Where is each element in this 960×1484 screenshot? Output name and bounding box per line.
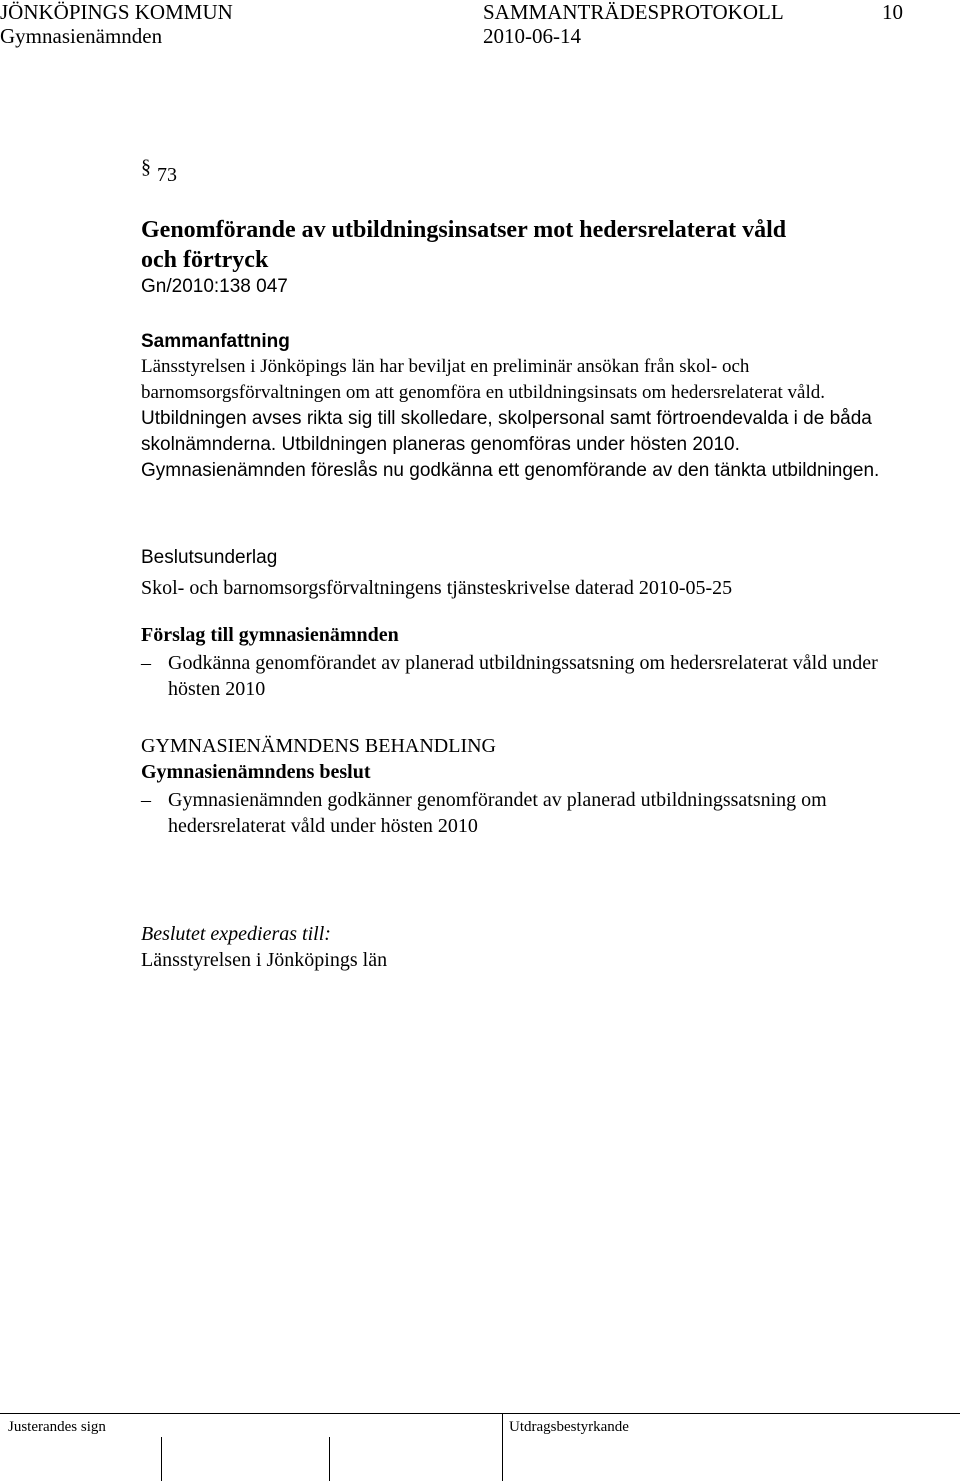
footer-utdragsbestyrkande: Utdragsbestyrkande	[509, 1419, 629, 1435]
decision-heading: Gymnasienämndens beslut	[141, 761, 371, 783]
section-number: § 73	[141, 156, 177, 186]
bullet-dash: –	[141, 789, 151, 811]
reference-number: Gn/2010:138 047	[141, 276, 288, 297]
decision-item: – Gymnasienämnden godkänner genomförandet av planerad utbildningssatsning om hedersrelaterat våld under hösten 2010	[141, 789, 827, 837]
summary-heading: Sammanfattning	[141, 331, 290, 352]
footer-justerandes-sign: Justerandes sign	[8, 1419, 106, 1435]
header-date: 2010-06-14	[483, 24, 581, 48]
basis-text: Skol- och barnomsorgsförvaltningens tjänsteskrivelse daterad 2010-05-25	[141, 577, 733, 599]
proposal-heading: Förslag till gymnasienämnden	[141, 624, 399, 646]
basis-heading: Beslutsunderlag	[141, 547, 278, 568]
header-org: JÖNKÖPINGS KOMMUN	[0, 0, 233, 24]
page-number: 10	[882, 0, 903, 24]
distribution-heading: Beslutet expedieras till:	[141, 923, 331, 945]
paragraph-symbol: §	[141, 156, 151, 178]
proposal-item: – Godkänna genomförandet av planerad utbildningssatsning om hedersrelaterat våld under hösten 2010	[141, 652, 878, 700]
footer-divider	[0, 1413, 960, 1414]
treatment-heading: GYMNASIENÄMNDENS BEHANDLING	[141, 735, 496, 757]
distribution-recipient: Länsstyrelsen i Jönköpings län	[141, 949, 388, 971]
footer-column-divider	[502, 1413, 503, 1481]
header-doctype: SAMMANTRÄDESPROTOKOLL	[483, 0, 784, 24]
signature-box-divider	[161, 1437, 162, 1481]
signature-box-divider	[329, 1437, 330, 1481]
header-dept: Gymnasienämnden	[0, 24, 163, 48]
page-title: Genomförande av utbildningsinsatser mot hedersrelaterat våld och förtryck	[141, 217, 787, 273]
summary-text: Länsstyrelsen i Jönköpings län har beviljat en preliminär ansökan från skol- och barnomsorgsförvaltningen om att genomföra en utbildningsinsats om hedersrelaterat våld. Utbildningen avses rikta sig till skolledare, skolpersonal samt förtroendevalda i de båda skolnämnderna. Utbildningen planeras genomföras under hösten 2010. Gymnasienämnden föreslås nu godkänna ett genomförande av den tänkta utbildningen.	[141, 356, 880, 481]
bullet-dash: –	[141, 652, 151, 674]
